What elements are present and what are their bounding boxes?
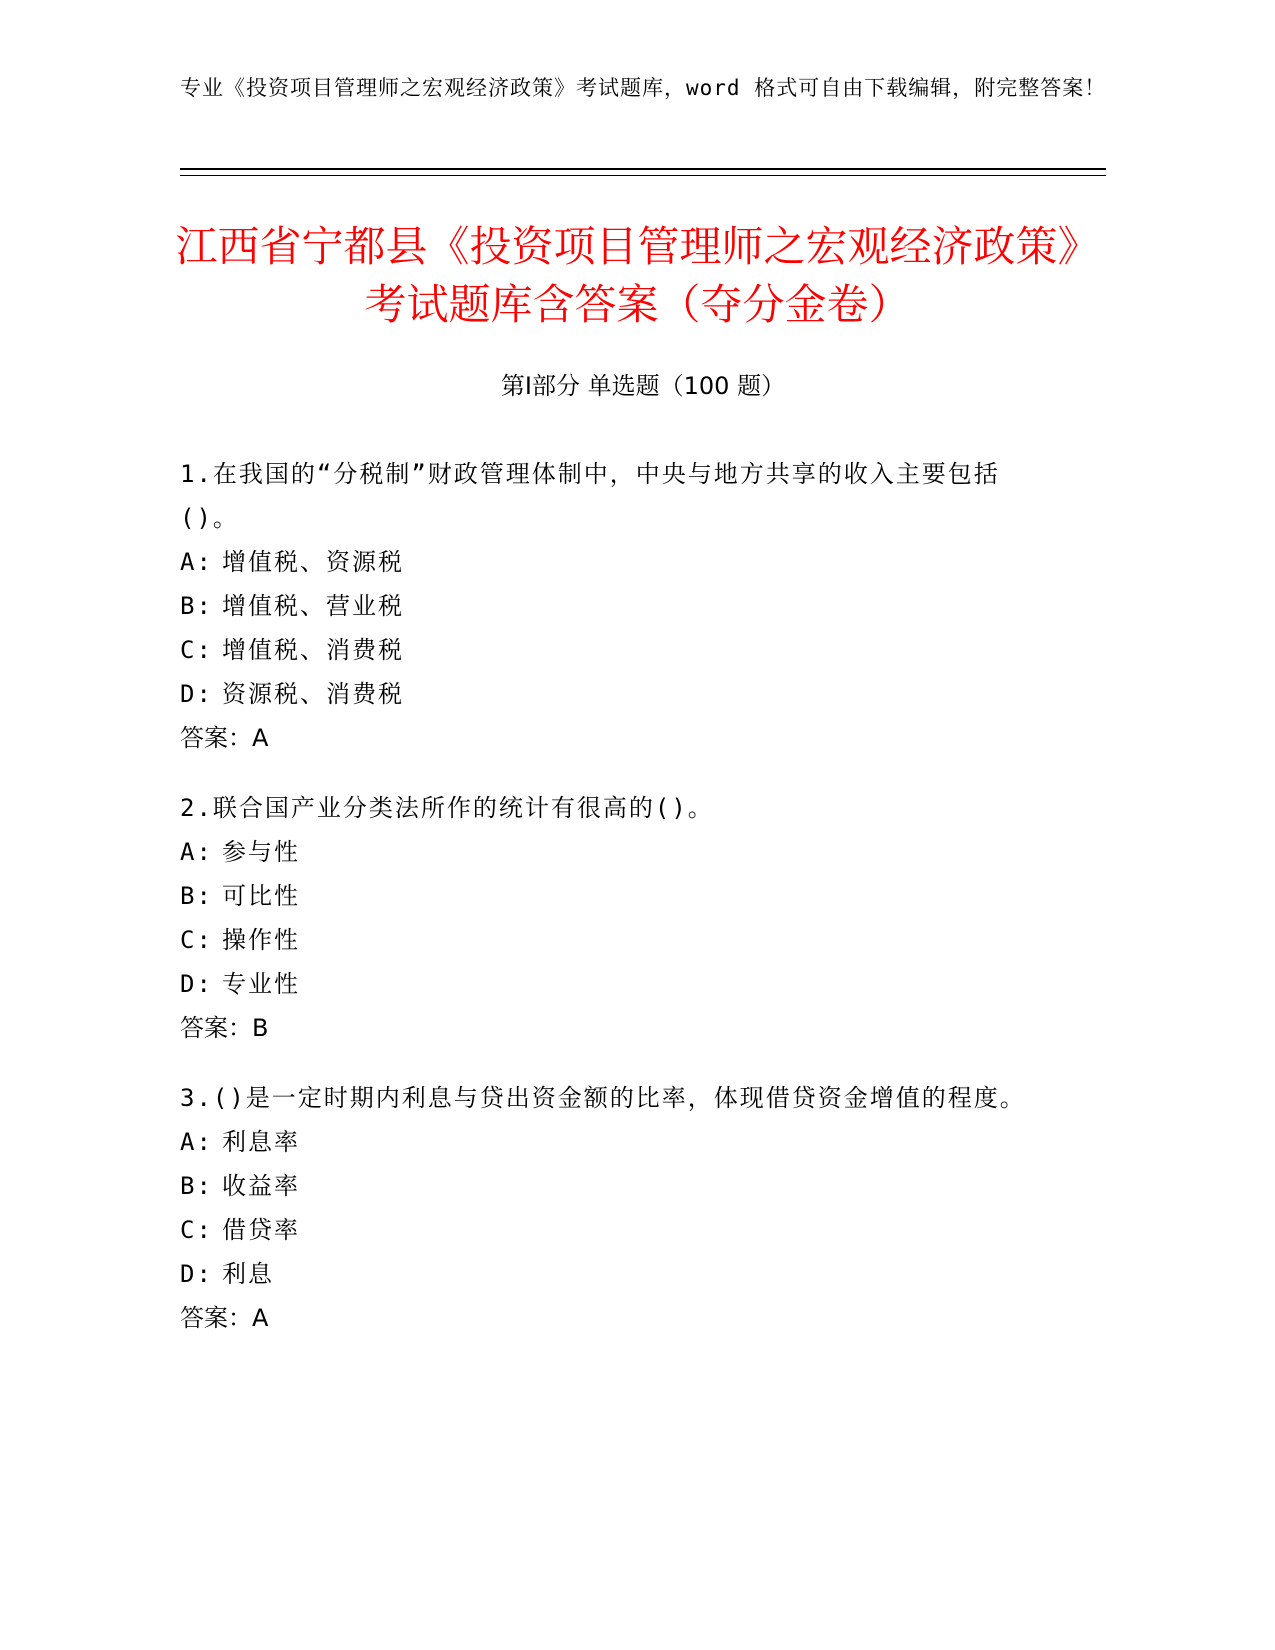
option-c xyxy=(180,628,1030,672)
option-key: D: xyxy=(180,970,213,998)
option-key: C: xyxy=(180,926,213,954)
answer: 答案：B xyxy=(180,1014,269,1042)
option-b xyxy=(180,1164,1030,1208)
option-a xyxy=(180,830,1030,874)
option-text: 参与性 xyxy=(222,838,300,866)
question-2 xyxy=(180,786,1030,1050)
option-key: D: xyxy=(180,1260,213,1288)
option-key: B: xyxy=(180,882,213,910)
option-text: 收益率 xyxy=(222,1172,300,1200)
question-list xyxy=(180,452,1030,1366)
option-a xyxy=(180,540,1030,584)
question-3 xyxy=(180,1076,1030,1340)
answer: 答案：A xyxy=(180,724,269,752)
question-text: 1.在我国的“分税制”财政管理体制中，中央与地方共享的收入主要包括()。 xyxy=(180,460,1000,532)
option-key: C: xyxy=(180,636,213,664)
question-text: 2.联合国产业分类法所作的统计有很高的()。 xyxy=(180,794,714,822)
document-title: 江西省宁都县《投资项目管理师之宏观经济政策》考试题库含答案（夺分金卷） xyxy=(175,222,1100,329)
option-key: A: xyxy=(180,548,213,576)
option-text: 操作性 xyxy=(222,926,300,954)
question-text: 3.()是一定时期内利息与贷出资金额的比率，体现借贷资金增值的程度。 xyxy=(180,1084,1026,1112)
option-text: 利息 xyxy=(222,1260,274,1288)
option-d xyxy=(180,1252,1030,1296)
option-text: 增值税、消费税 xyxy=(222,636,404,664)
option-text: 增值税、营业税 xyxy=(222,592,404,620)
option-b xyxy=(180,874,1030,918)
option-d xyxy=(180,962,1030,1006)
option-text: 增值税、资源税 xyxy=(222,548,404,576)
option-text: 可比性 xyxy=(222,882,300,910)
option-key: C: xyxy=(180,1216,213,1244)
option-key: B: xyxy=(180,1172,213,1200)
option-c xyxy=(180,918,1030,962)
option-text: 资源税、消费税 xyxy=(222,680,404,708)
question-1 xyxy=(180,452,1030,760)
option-text: 借贷率 xyxy=(222,1216,300,1244)
header-note: 专业《投资项目管理师之宏观经济政策》考试题库，word 格式可自由下载编辑，附完整答案！ xyxy=(180,76,1107,100)
option-key: D: xyxy=(180,680,213,708)
option-b xyxy=(180,584,1030,628)
header-divider-thick xyxy=(180,168,1106,170)
option-text: 利息率 xyxy=(222,1128,300,1156)
option-c xyxy=(180,1208,1030,1252)
option-key: A: xyxy=(180,1128,213,1156)
option-d xyxy=(180,672,1030,716)
option-key: A: xyxy=(180,838,213,866)
option-a xyxy=(180,1120,1030,1164)
section-title: 第Ⅰ部分 单选题（100 题） xyxy=(500,372,786,400)
option-key: B: xyxy=(180,592,213,620)
option-text: 专业性 xyxy=(222,970,300,998)
answer: 答案：A xyxy=(180,1304,269,1332)
header-divider-thin xyxy=(180,175,1106,176)
